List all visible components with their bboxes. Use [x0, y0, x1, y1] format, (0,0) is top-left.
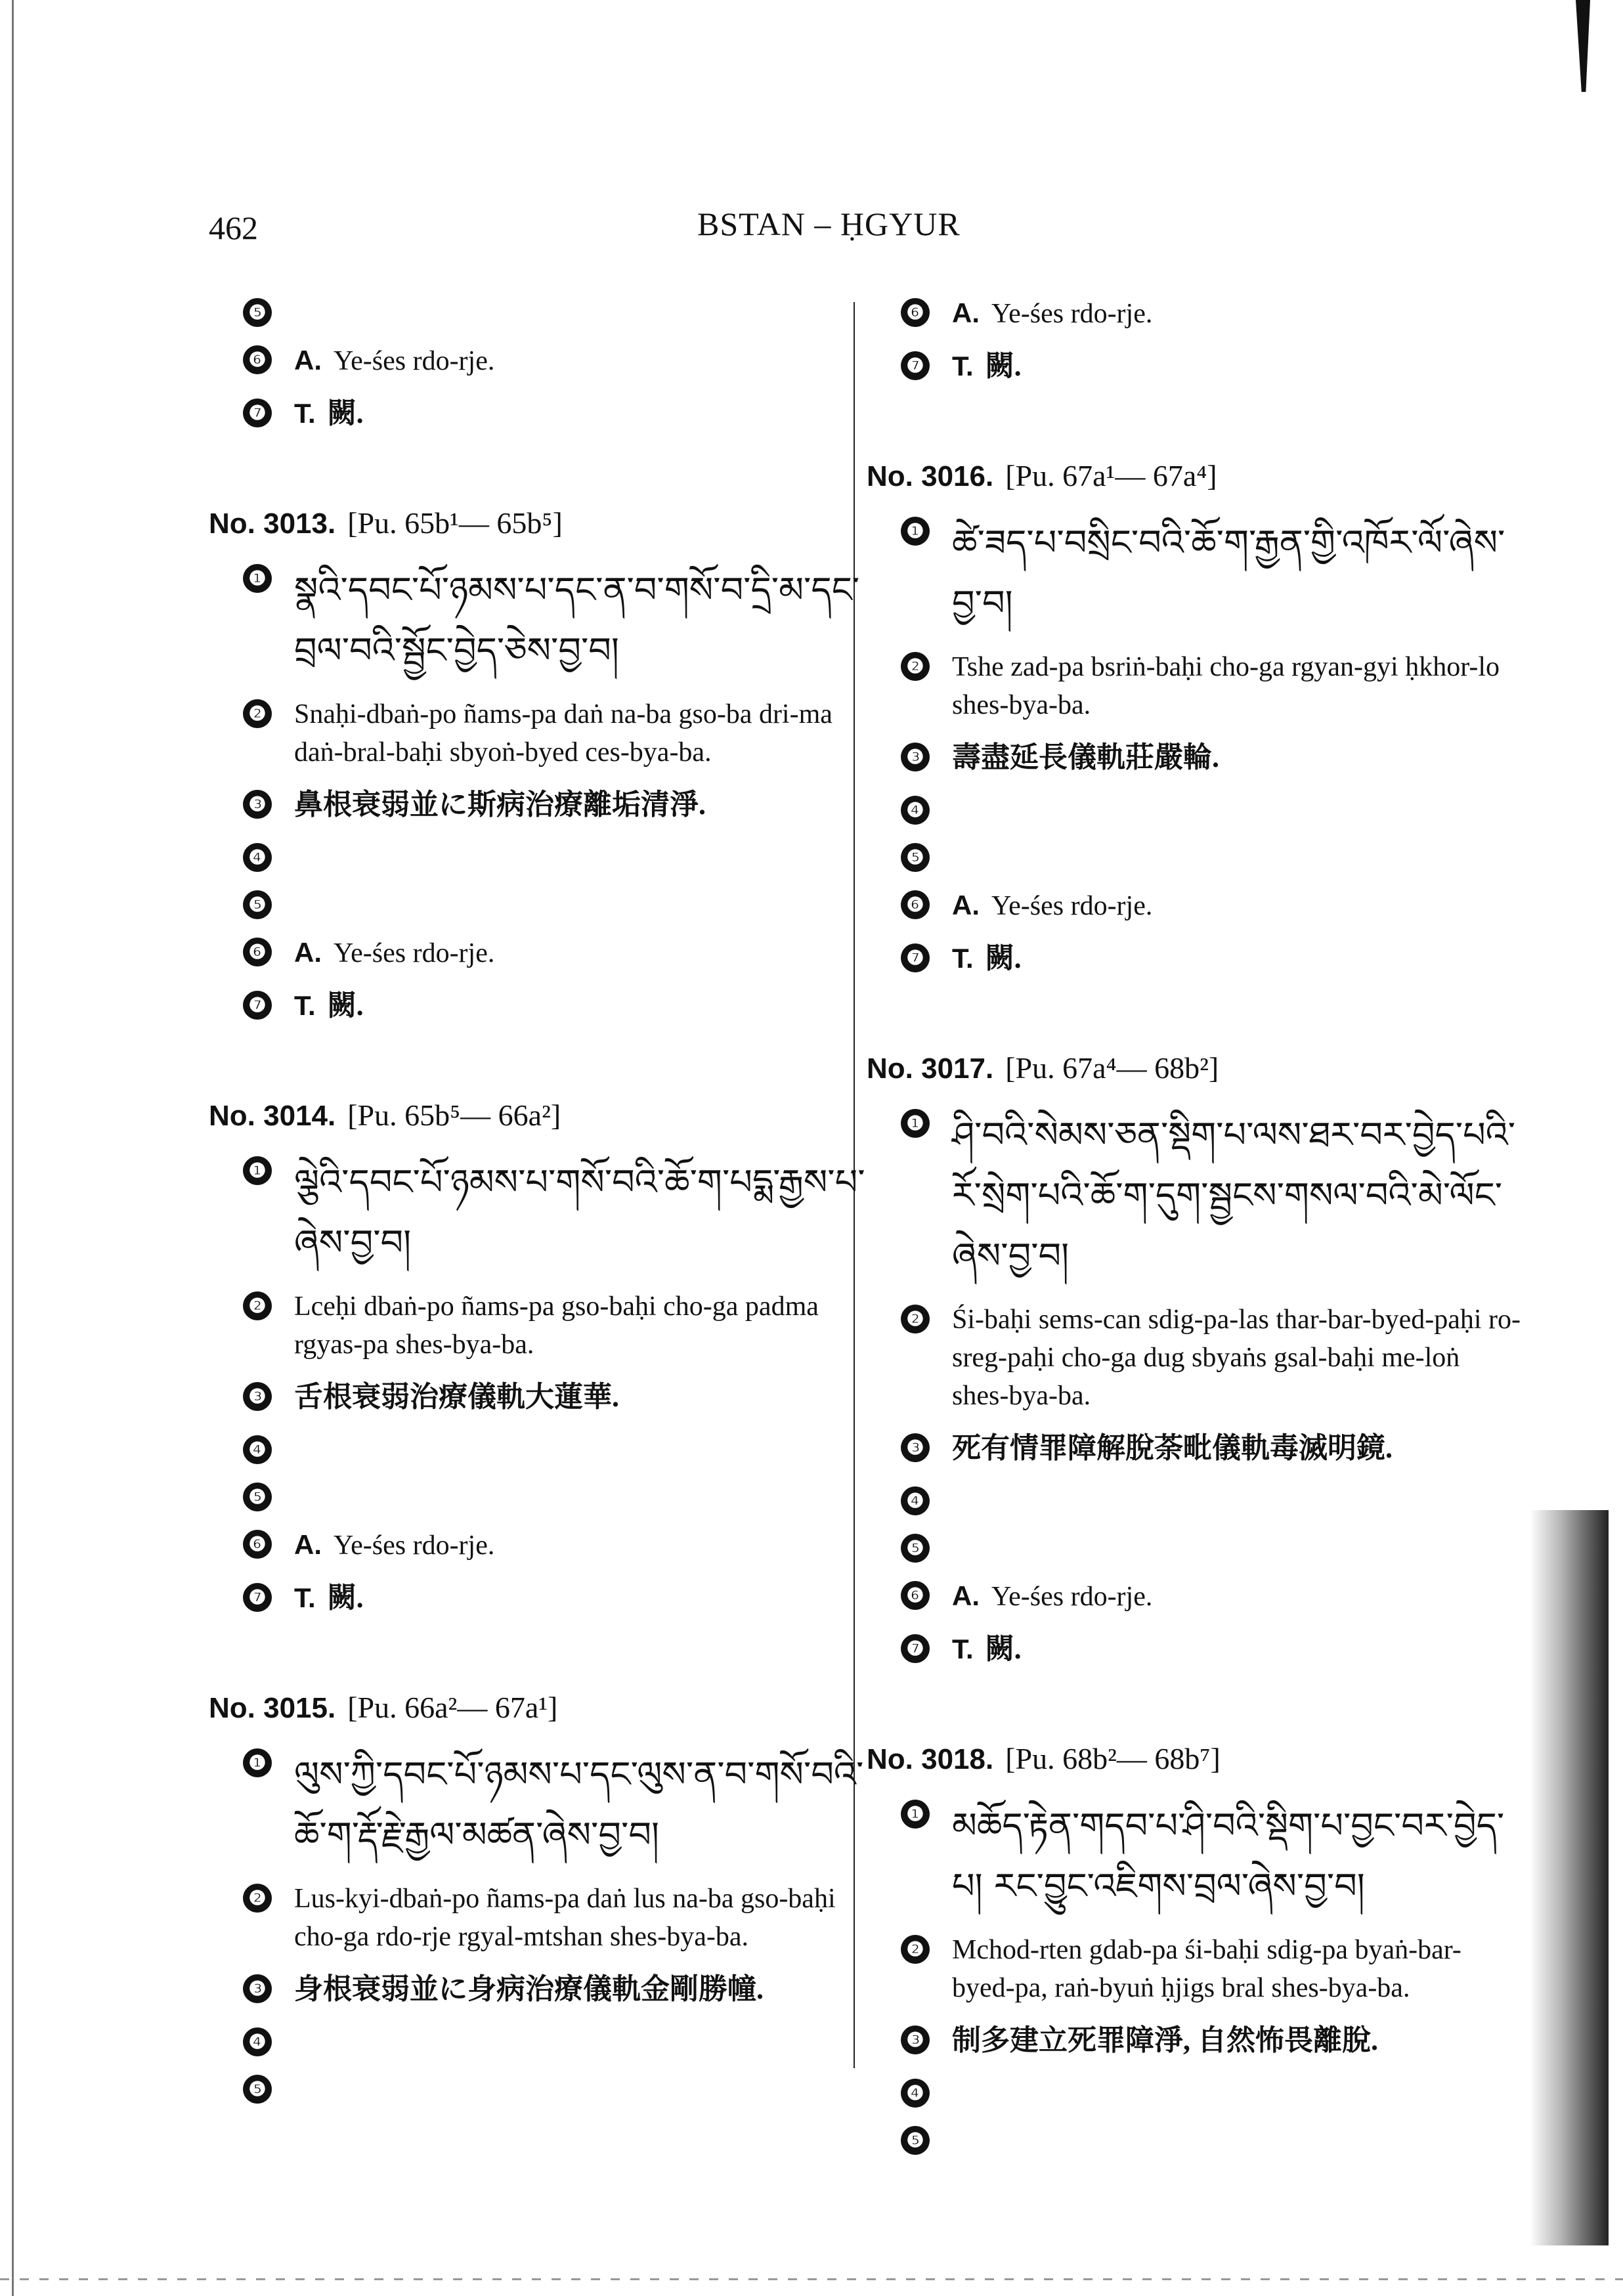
field-text: Lceḥi dbaṅ-po ñams-pa gso-baḥi cho-ga padma rgyas-pa shes-bya-ba.: [294, 1291, 819, 1360]
entry-number: No. 3014.: [209, 1100, 336, 1132]
catalog-entry: [867, 1051, 1523, 1669]
field-number-badge: ❸: [901, 2025, 930, 2054]
entry-heading: [867, 1741, 1523, 1776]
field-number-badge: ❷: [243, 1291, 272, 1320]
scan-ink-mark: [1576, 0, 1590, 92]
field-value: [294, 1744, 865, 1865]
field-number-badge: ❺: [243, 890, 272, 919]
catalog-entry: [867, 294, 1523, 386]
field-value: [952, 294, 1523, 333]
field-number-badge: ❹: [901, 2079, 930, 2108]
entry-field: [209, 1579, 865, 1618]
field-number-badge: ❶: [901, 1109, 930, 1138]
entry-field: [867, 2075, 1523, 2108]
field-value: [952, 1577, 1523, 1616]
field-text: Snaḥi-dbaṅ-po ñams-pa daṅ na-ba gso-ba dri-ma daṅ-bral-baḥi sbyoṅ-byed ces-bya-ba.: [294, 699, 833, 768]
field-value: [952, 1105, 1523, 1286]
field-number-badge: ❶: [243, 1748, 272, 1777]
field-number-badge: ❼: [901, 943, 930, 972]
entry-field: [209, 395, 865, 433]
entry-field: [209, 886, 865, 919]
entry-number: No. 3016.: [867, 460, 994, 492]
field-value: [952, 1630, 1523, 1669]
chinese-title: 壽盡延長儀軌莊嚴輪.: [952, 741, 1219, 773]
entry-field: [209, 2071, 865, 2104]
field-number-badge: ❼: [243, 1583, 272, 1612]
field-number-badge: ❻: [901, 1581, 930, 1610]
field-value: [294, 1378, 865, 1417]
field-value: [294, 1880, 865, 1956]
entry-field: [209, 2024, 865, 2056]
catalog-entry: [209, 1098, 865, 1618]
field-number-badge: ❼: [901, 351, 930, 380]
chinese-title: 闕.: [985, 942, 1022, 974]
field-number-badge: ❸: [243, 790, 272, 819]
scan-edge-shadow: [1530, 1510, 1609, 2245]
catalog-entry: [867, 1741, 1523, 2155]
field-number-badge: ❼: [901, 1634, 930, 1663]
field-number-badge: ❹: [901, 796, 930, 825]
field-number-badge: ❺: [243, 1483, 272, 1511]
entry-field: [867, 2122, 1523, 2155]
entry-folio-ref: [Pu. 67a¹— 67a⁴]: [1005, 459, 1217, 492]
field-number-badge: ❷: [243, 1884, 272, 1913]
entry-field: [867, 294, 1523, 333]
field-number-badge: ❼: [243, 399, 272, 427]
chinese-title: 闕.: [985, 350, 1022, 382]
entry-field: [867, 2022, 1523, 2060]
entry-field: [867, 1931, 1523, 2007]
entry-heading: [867, 458, 1523, 493]
field-label: A.: [294, 345, 322, 376]
field-number-badge: ❸: [901, 743, 930, 771]
chinese-title: 闕.: [327, 1582, 364, 1614]
field-value: [294, 341, 865, 380]
entry-heading: [209, 1098, 865, 1133]
entry-field: [209, 786, 865, 825]
field-number-badge: ❻: [243, 345, 272, 374]
chinese-title: 死有情罪障解脫荼毗儀軌毒滅明鏡.: [952, 1432, 1393, 1464]
field-label: T.: [294, 990, 316, 1021]
field-text: Lus-kyi-dbaṅ-po ñams-pa daṅ lus na-ba gso-baḥi cho-ga rdo-rje rgyal-mtshan shes-bya-ba.: [294, 1884, 836, 1952]
entry-field: [209, 1880, 865, 1956]
chinese-title: 闕.: [327, 989, 364, 1022]
field-number-badge: ❺: [243, 298, 272, 327]
entry-folio-ref: [Pu. 67a⁴— 68b²]: [1005, 1051, 1219, 1085]
entry-field: [209, 934, 865, 972]
entry-field: [867, 513, 1523, 634]
entry-field: [867, 1301, 1523, 1415]
field-number-badge: ❸: [901, 1433, 930, 1462]
entry-field: [209, 839, 865, 872]
entry-field: [867, 1796, 1523, 1917]
field-value: [294, 1526, 865, 1565]
entry-folio-ref: [Pu. 65b¹— 65b⁵]: [347, 506, 563, 540]
entry-field: [867, 1577, 1523, 1616]
field-value: [952, 1796, 1523, 1917]
field-number-badge: ❻: [901, 890, 930, 919]
field-text: Ye-śes rdo-rje.: [334, 346, 495, 376]
field-number-badge: ❹: [901, 1486, 930, 1515]
page-number: 462: [209, 209, 258, 246]
field-text: Ye-śes rdo-rje.: [334, 938, 495, 968]
entry-field: [209, 695, 865, 771]
field-label: A.: [952, 1580, 980, 1611]
field-number-badge: ❹: [243, 843, 272, 872]
entry-field: [209, 1744, 865, 1865]
field-text: Ye-śes rdo-rje.: [991, 1582, 1153, 1612]
field-number-badge: ❺: [901, 1534, 930, 1563]
entry-field: [867, 940, 1523, 978]
chinese-title: 闕.: [985, 1633, 1022, 1665]
chinese-title: 舌根衰弱治療儀軌大蓮華.: [294, 1381, 619, 1413]
entry-field: [867, 886, 1523, 925]
field-label: A.: [294, 1529, 322, 1560]
field-number-badge: ❶: [243, 1156, 272, 1185]
tibetan-title: ཤི་བའི་སེམས་ཅན་སྡིག་པ་ལས་ཐར་བར་བྱེད་པའི་རོ་སྲེག་པའི་ཆོ་ག་དུག་སྦྱངས་གསལ་བའི་མེ་ལོང་ཞེས་བྱ་བ།: [952, 1114, 1516, 1276]
tibetan-title: ཚེ་ཟད་པ་བསྲིང་བའི་ཆོ་ག་རྒྱན་གྱི་འཁོར་ལོ་ཞེས་བྱ་བ།: [952, 522, 1505, 624]
tibetan-title: ལྕེའི་དབང་པོ་ཉམས་པ་གསོ་བའི་ཆོ་ག་པདྨ་རྒྱས་པ་ཞེས་བྱ་བ།: [294, 1161, 865, 1263]
entry-field: [867, 792, 1523, 825]
entry-heading: [867, 1051, 1523, 1085]
entry-field: [209, 1970, 865, 2009]
tibetan-title: ལུས་ཀྱི་དབང་པོ་ཉམས་པ་དང་ལུས་ན་བ་གསོ་བའི་ཆོ་ག་རྡོ་རྗེ་རྒྱལ་མཚན་ཞེས་བྱ་བ།: [294, 1754, 864, 1855]
field-text: Mchod-rten gdab-pa śi-baḥi sdig-pa byaṅ-bar-byed-pa, raṅ-byuṅ ḥjigs bral shes-bya-ba.: [952, 1935, 1461, 2003]
field-number-badge: ❻: [243, 938, 272, 966]
right-column: [867, 294, 1523, 2227]
field-number-badge: ❸: [243, 1974, 272, 2003]
entry-number: No. 3013.: [209, 508, 336, 540]
field-label: T.: [952, 1634, 974, 1664]
entry-field: [867, 1630, 1523, 1669]
scan-binding-edge: [12, 0, 14, 2296]
field-value: [952, 739, 1523, 777]
entry-field: [209, 1431, 865, 1464]
entry-number: No. 3018.: [867, 1743, 994, 1775]
field-number-badge: ❺: [901, 2126, 930, 2155]
field-value: [952, 347, 1523, 386]
field-value: [952, 648, 1523, 724]
field-value: [294, 786, 865, 825]
field-value: [294, 934, 865, 972]
entry-heading: [209, 1690, 865, 1725]
field-label: T.: [294, 1582, 316, 1613]
entry-field: [209, 1378, 865, 1417]
entry-number: No. 3017.: [867, 1052, 994, 1085]
entry-field: [867, 1483, 1523, 1515]
field-value: [294, 1579, 865, 1618]
entry-field: [867, 1530, 1523, 1563]
field-number-badge: ❺: [243, 2075, 272, 2104]
left-column: [209, 294, 865, 2176]
entry-number: No. 3015.: [209, 1692, 336, 1724]
entry-field: [209, 1288, 865, 1364]
entry-field: [209, 560, 865, 681]
field-number-badge: ❹: [243, 2027, 272, 2056]
field-label: A.: [294, 937, 322, 968]
field-value: [294, 1152, 865, 1273]
chinese-title: 身根衰弱並に身病治療儀軌金剛勝幢.: [294, 1973, 764, 2005]
field-value: [294, 560, 865, 681]
entry-field: [209, 1526, 865, 1565]
entry-field: [867, 1105, 1523, 1286]
catalog-entry: [209, 506, 865, 1026]
running-head: BSTAN – ḤGYUR: [697, 206, 961, 242]
scan-bottom-noise: [0, 2278, 1623, 2280]
field-number-badge: ❹: [243, 1435, 272, 1464]
field-value: [952, 1301, 1523, 1415]
entry-field: [209, 341, 865, 380]
field-number-badge: ❶: [243, 564, 272, 593]
catalog-entry: [209, 1690, 865, 2104]
field-value: [952, 886, 1523, 925]
entry-field: [209, 987, 865, 1026]
catalog-entry: [867, 458, 1523, 978]
catalog-entry: [209, 294, 865, 433]
field-number-badge: ❷: [901, 1305, 930, 1333]
field-value: [294, 987, 865, 1026]
entry-field: [209, 1479, 865, 1511]
chinese-title: 制多建立死罪障淨, 自然怖畏離脫.: [952, 2024, 1378, 2056]
field-value: [294, 395, 865, 433]
field-text: Tshe zad-pa bsriṅ-baḥi cho-ga rgyan-gyi ḥkhor-lo shes-bya-ba.: [952, 652, 1500, 720]
field-number-badge: ❼: [243, 991, 272, 1020]
field-value: [952, 2022, 1523, 2060]
entry-folio-ref: [Pu. 66a²— 67a¹]: [347, 1691, 558, 1724]
entry-folio-ref: [Pu. 65b⁵— 66a²]: [347, 1098, 561, 1132]
field-number-badge: ❻: [243, 1530, 272, 1559]
entry-field: [209, 294, 865, 327]
entry-field: [867, 839, 1523, 872]
tibetan-title: མཆོད་རྟེན་གདབ་པ་ཤི་བའི་སྡིག་པ་བྱང་བར་བྱེད་པ། རང་བྱུང་འཇིགས་བྲལ་ཞེས་བྱ་བ།: [952, 1805, 1505, 1907]
field-number-badge: ❶: [901, 517, 930, 546]
entry-folio-ref: [Pu. 68b²— 68b⁷]: [1005, 1742, 1221, 1775]
entry-field: [867, 739, 1523, 777]
field-text: Ye-śes rdo-rje.: [991, 891, 1153, 921]
field-number-badge: ❸: [243, 1382, 272, 1411]
chinese-title: 闕.: [327, 397, 364, 429]
field-label: T.: [952, 943, 974, 974]
field-label: T.: [952, 351, 974, 381]
field-value: [952, 1429, 1523, 1468]
field-value: [294, 1970, 865, 2009]
entry-field: [209, 1152, 865, 1273]
field-text: Ye-śes rdo-rje.: [991, 299, 1153, 329]
entry-heading: [209, 506, 865, 540]
field-number-badge: ❷: [901, 1935, 930, 1964]
entry-field: [867, 648, 1523, 724]
field-number-badge: ❶: [901, 1800, 930, 1829]
field-text: Ye-śes rdo-rje.: [334, 1530, 495, 1561]
field-label: A.: [952, 890, 980, 921]
field-value: [294, 695, 865, 771]
field-number-badge: ❻: [901, 298, 930, 327]
entry-field: [867, 1429, 1523, 1468]
field-number-badge: ❷: [901, 652, 930, 681]
field-number-badge: ❺: [901, 843, 930, 872]
field-value: [952, 513, 1523, 634]
field-value: [294, 1288, 865, 1364]
field-value: [952, 1931, 1523, 2007]
field-label: T.: [294, 398, 316, 429]
field-value: [952, 940, 1523, 978]
entry-field: [867, 347, 1523, 386]
field-text: Śi-baḥi sems-can sdig-pa-las thar-bar-byed-paḥi ro-sreg-paḥi cho-ga dug sbyaṅs gsal-baḥi me-loṅ shes-bya-ba.: [952, 1305, 1521, 1411]
field-label: A.: [952, 297, 980, 328]
chinese-title: 鼻根衰弱並に斯病治療離垢清淨.: [294, 789, 706, 821]
tibetan-title: སྣའི་དབང་པོ་ཉམས་པ་དང་ན་བ་གསོ་བ་དྲི་མ་དང་བྲལ་བའི་སྦྱོང་བྱེད་ཅེས་བྱ་བ།: [294, 569, 860, 671]
field-number-badge: ❷: [243, 699, 272, 728]
